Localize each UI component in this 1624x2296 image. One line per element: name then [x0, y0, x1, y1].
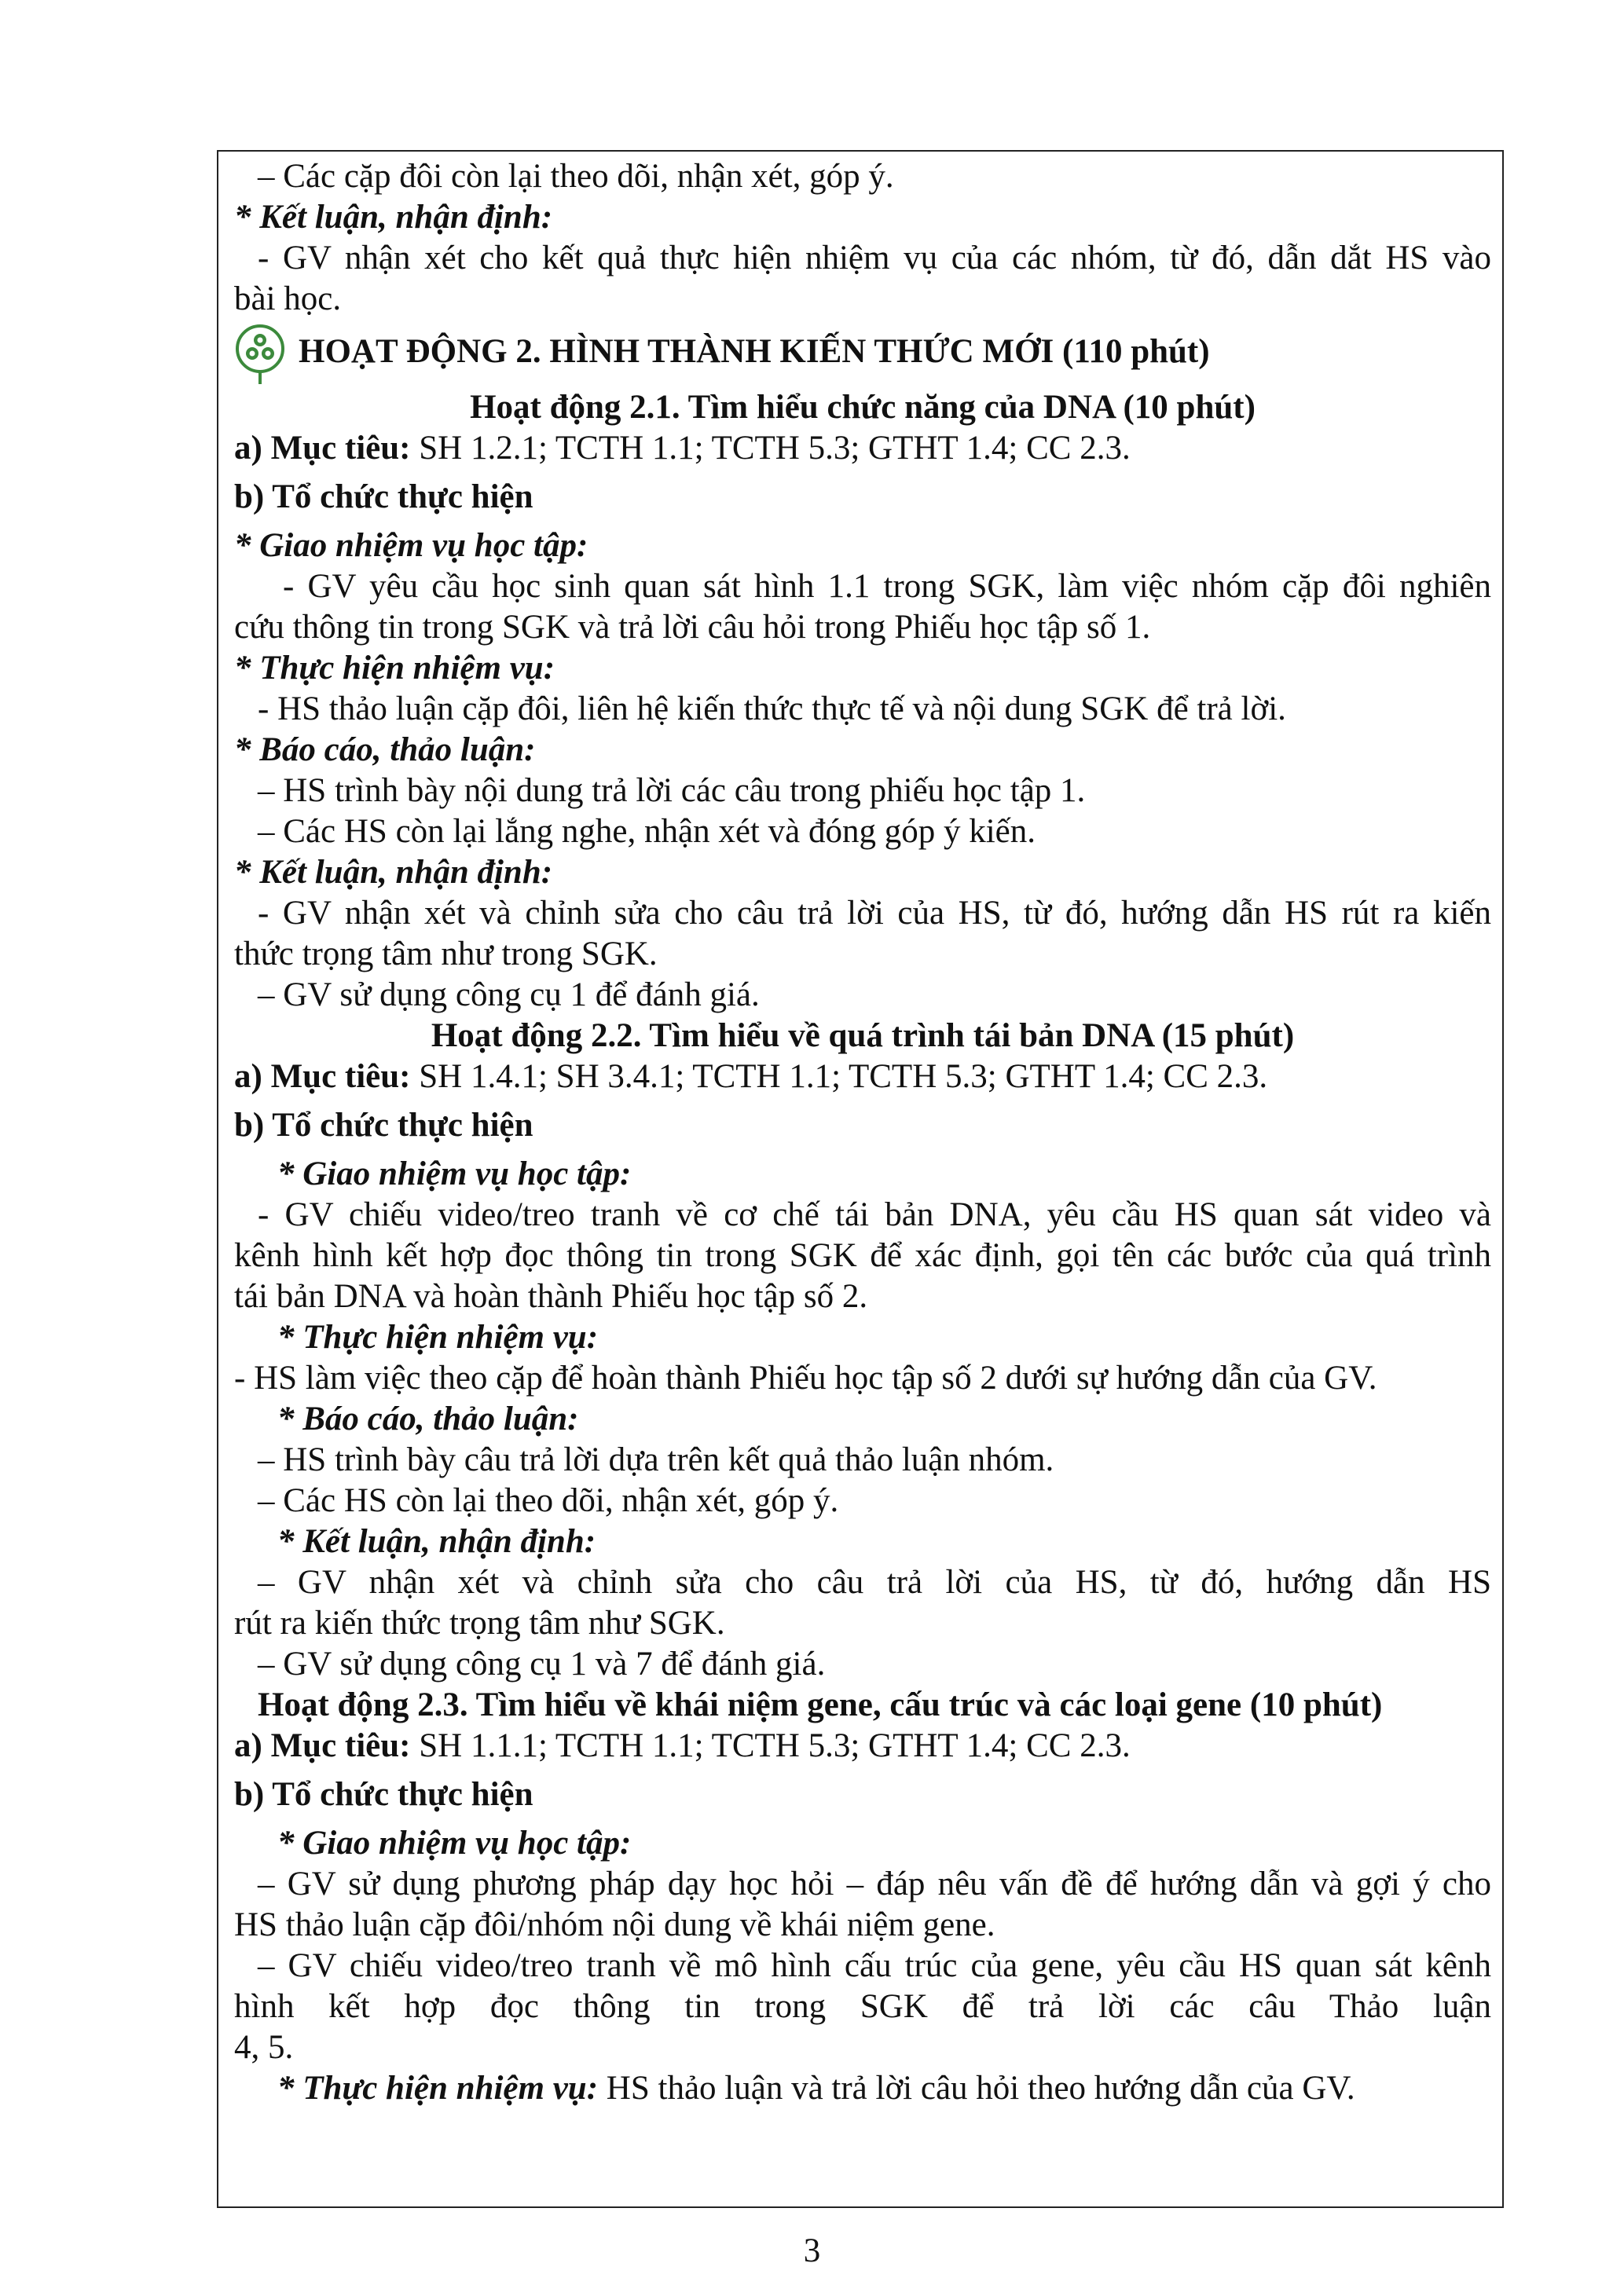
text-line: bài học.	[234, 280, 342, 317]
text-line: – Các HS còn lại lắng nghe, nhận xét và đóng góp ý kiến.	[258, 813, 1036, 850]
text-line: – GV nhận xét và chỉnh sửa cho câu trả lời của HS, từ đó, hướng dẫn HS	[258, 1564, 1491, 1601]
text-line: tái bản DNA và hoàn thành Phiếu học tập số 2.	[234, 1278, 868, 1315]
do-label: * Thực hiện nhiệm vụ:	[277, 2070, 599, 2107]
text-line: hình kết hợp đọc thông tin trong SGK để trả lời các câu Thảo luận	[234, 1988, 1491, 2025]
goal-text: SH 1.2.1; TCTH 1.1; TCTH 5.3; GTHT 1.4; CC 2.3.	[410, 430, 1131, 467]
text-line: - GV yêu cầu học sinh quan sát hình 1.1 trong SGK, làm việc nhóm cặp đôi nghiên	[283, 568, 1491, 605]
text-line: – GV sử dụng phương pháp dạy học hỏi – đáp nêu vấn đề để hướng dẫn và gợi ý cho	[258, 1866, 1491, 1902]
text-line: thức trọng tâm như trong SGK.	[234, 936, 658, 972]
section-label: * Kết luận, nhận định:	[234, 199, 553, 236]
text-line: - GV nhận xét cho kết quả thực hiện nhiệm vụ của các nhóm, từ đó, dẫn dắt HS vào	[258, 240, 1491, 276]
do-label: * Thực hiện nhiệm vụ:	[234, 650, 555, 687]
report-label: * Báo cáo, thảo luận:	[234, 731, 536, 768]
text-line: – HS trình bày nội dung trả lời các câu trong phiếu học tập 1.	[258, 772, 1086, 809]
goal-line	[234, 428, 1491, 469]
task-label: * Giao nhiệm vụ học tập:	[277, 1155, 632, 1192]
goal-line	[234, 1726, 1491, 1767]
activity-2-heading	[234, 324, 1491, 387]
text-line: – Các HS còn lại theo dõi, nhận xét, góp ý.	[258, 1482, 839, 1519]
activity-2-1-title: Hoạt động 2.1. Tìm hiểu chức năng của DNA (10 phút)	[470, 389, 1256, 426]
text-line: HS thảo luận cặp đôi/nhóm nội dung về khái niệm gene.	[234, 1906, 995, 1943]
page-number: 3	[803, 2232, 821, 2269]
conclusion-label: * Kết luận, nhận định:	[234, 854, 553, 891]
text-line: 4, 5.	[234, 2029, 294, 2066]
do-label: * Thực hiện nhiệm vụ:	[277, 1319, 599, 1356]
text-line: – GV sử dụng công cụ 1 và 7 để đánh giá.	[258, 1646, 826, 1683]
document-body	[234, 156, 1491, 2109]
text-line: kênh hình kết hợp đọc thông tin trong SGK để xác định, gọi tên các bước của quá trình	[234, 1237, 1491, 1274]
text-line: – HS trình bày câu trả lời dựa trên kết quả thảo luận nhóm.	[258, 1441, 1054, 1478]
goal-text: SH 1.1.1; TCTH 1.1; TCTH 5.3; GTHT 1.4; CC 2.3.	[410, 1727, 1131, 1764]
text-line: cứu thông tin trong SGK và trả lời câu hỏi trong Phiếu học tập số 1.	[234, 609, 1151, 646]
goal-line	[234, 1056, 1491, 1097]
text-line: rút ra kiến thức trọng tâm như SGK.	[234, 1605, 725, 1642]
goal-text: SH 1.4.1; SH 3.4.1; TCTH 1.1; TCTH 5.3; GTHT 1.4; CC 2.3.	[410, 1058, 1268, 1095]
organization-label: b) Tổ chức thực hiện	[234, 1776, 533, 1813]
goal-label: a) Mục tiêu:	[234, 1058, 411, 1095]
organization-label: b) Tổ chức thực hiện	[234, 478, 533, 515]
text-line: – GV sử dụng công cụ 1 để đánh giá.	[258, 976, 760, 1013]
text-line: – GV chiếu video/treo tranh về mô hình cấu trúc của gene, yêu cầu HS quan sát kênh	[258, 1947, 1491, 1984]
do-line	[234, 2068, 1491, 2109]
goal-label: a) Mục tiêu:	[234, 430, 411, 467]
text-line: - GV chiếu video/treo tranh về cơ chế tái bản DNA, yêu cầu HS quan sát video và	[258, 1196, 1491, 1233]
text-line: - HS làm việc theo cặp để hoàn thành Phiếu học tập số 2 dưới sự hướng dẫn của GV.	[234, 1360, 1377, 1397]
text-line: – Các cặp đôi còn lại theo dõi, nhận xét, góp ý.	[258, 158, 894, 195]
activity-2-2-title: Hoạt động 2.2. Tìm hiểu về quá trình tái bản DNA (15 phút)	[431, 1017, 1295, 1054]
activity-2-title: HOẠT ĐỘNG 2. HÌNH THÀNH KIẾN THỨC MỚI (110 phút)	[299, 333, 1210, 370]
do-text: HS thảo luận và trả lời câu hỏi theo hướng dẫn của GV.	[598, 2070, 1355, 2107]
task-label: * Giao nhiệm vụ học tập:	[277, 1825, 632, 1862]
conclusion-label: * Kết luận, nhận định:	[277, 1523, 596, 1560]
report-label: * Báo cáo, thảo luận:	[277, 1401, 579, 1437]
three-circles-leaf-icon	[234, 323, 286, 386]
text-line: - GV nhận xét và chỉnh sửa cho câu trả lời của HS, từ đó, hướng dẫn HS rút ra kiến	[258, 895, 1491, 932]
goal-label: a) Mục tiêu:	[234, 1727, 411, 1764]
organization-label: b) Tổ chức thực hiện	[234, 1107, 533, 1144]
activity-2-3-title: Hoạt động 2.3. Tìm hiểu về khái niệm gene, cấu trúc và các loại gene (10 phút)	[258, 1686, 1383, 1723]
task-label: * Giao nhiệm vụ học tập:	[234, 527, 588, 564]
text-line: - HS thảo luận cặp đôi, liên hệ kiến thức thực tế và nội dung SGK để trả lời.	[258, 690, 1286, 727]
